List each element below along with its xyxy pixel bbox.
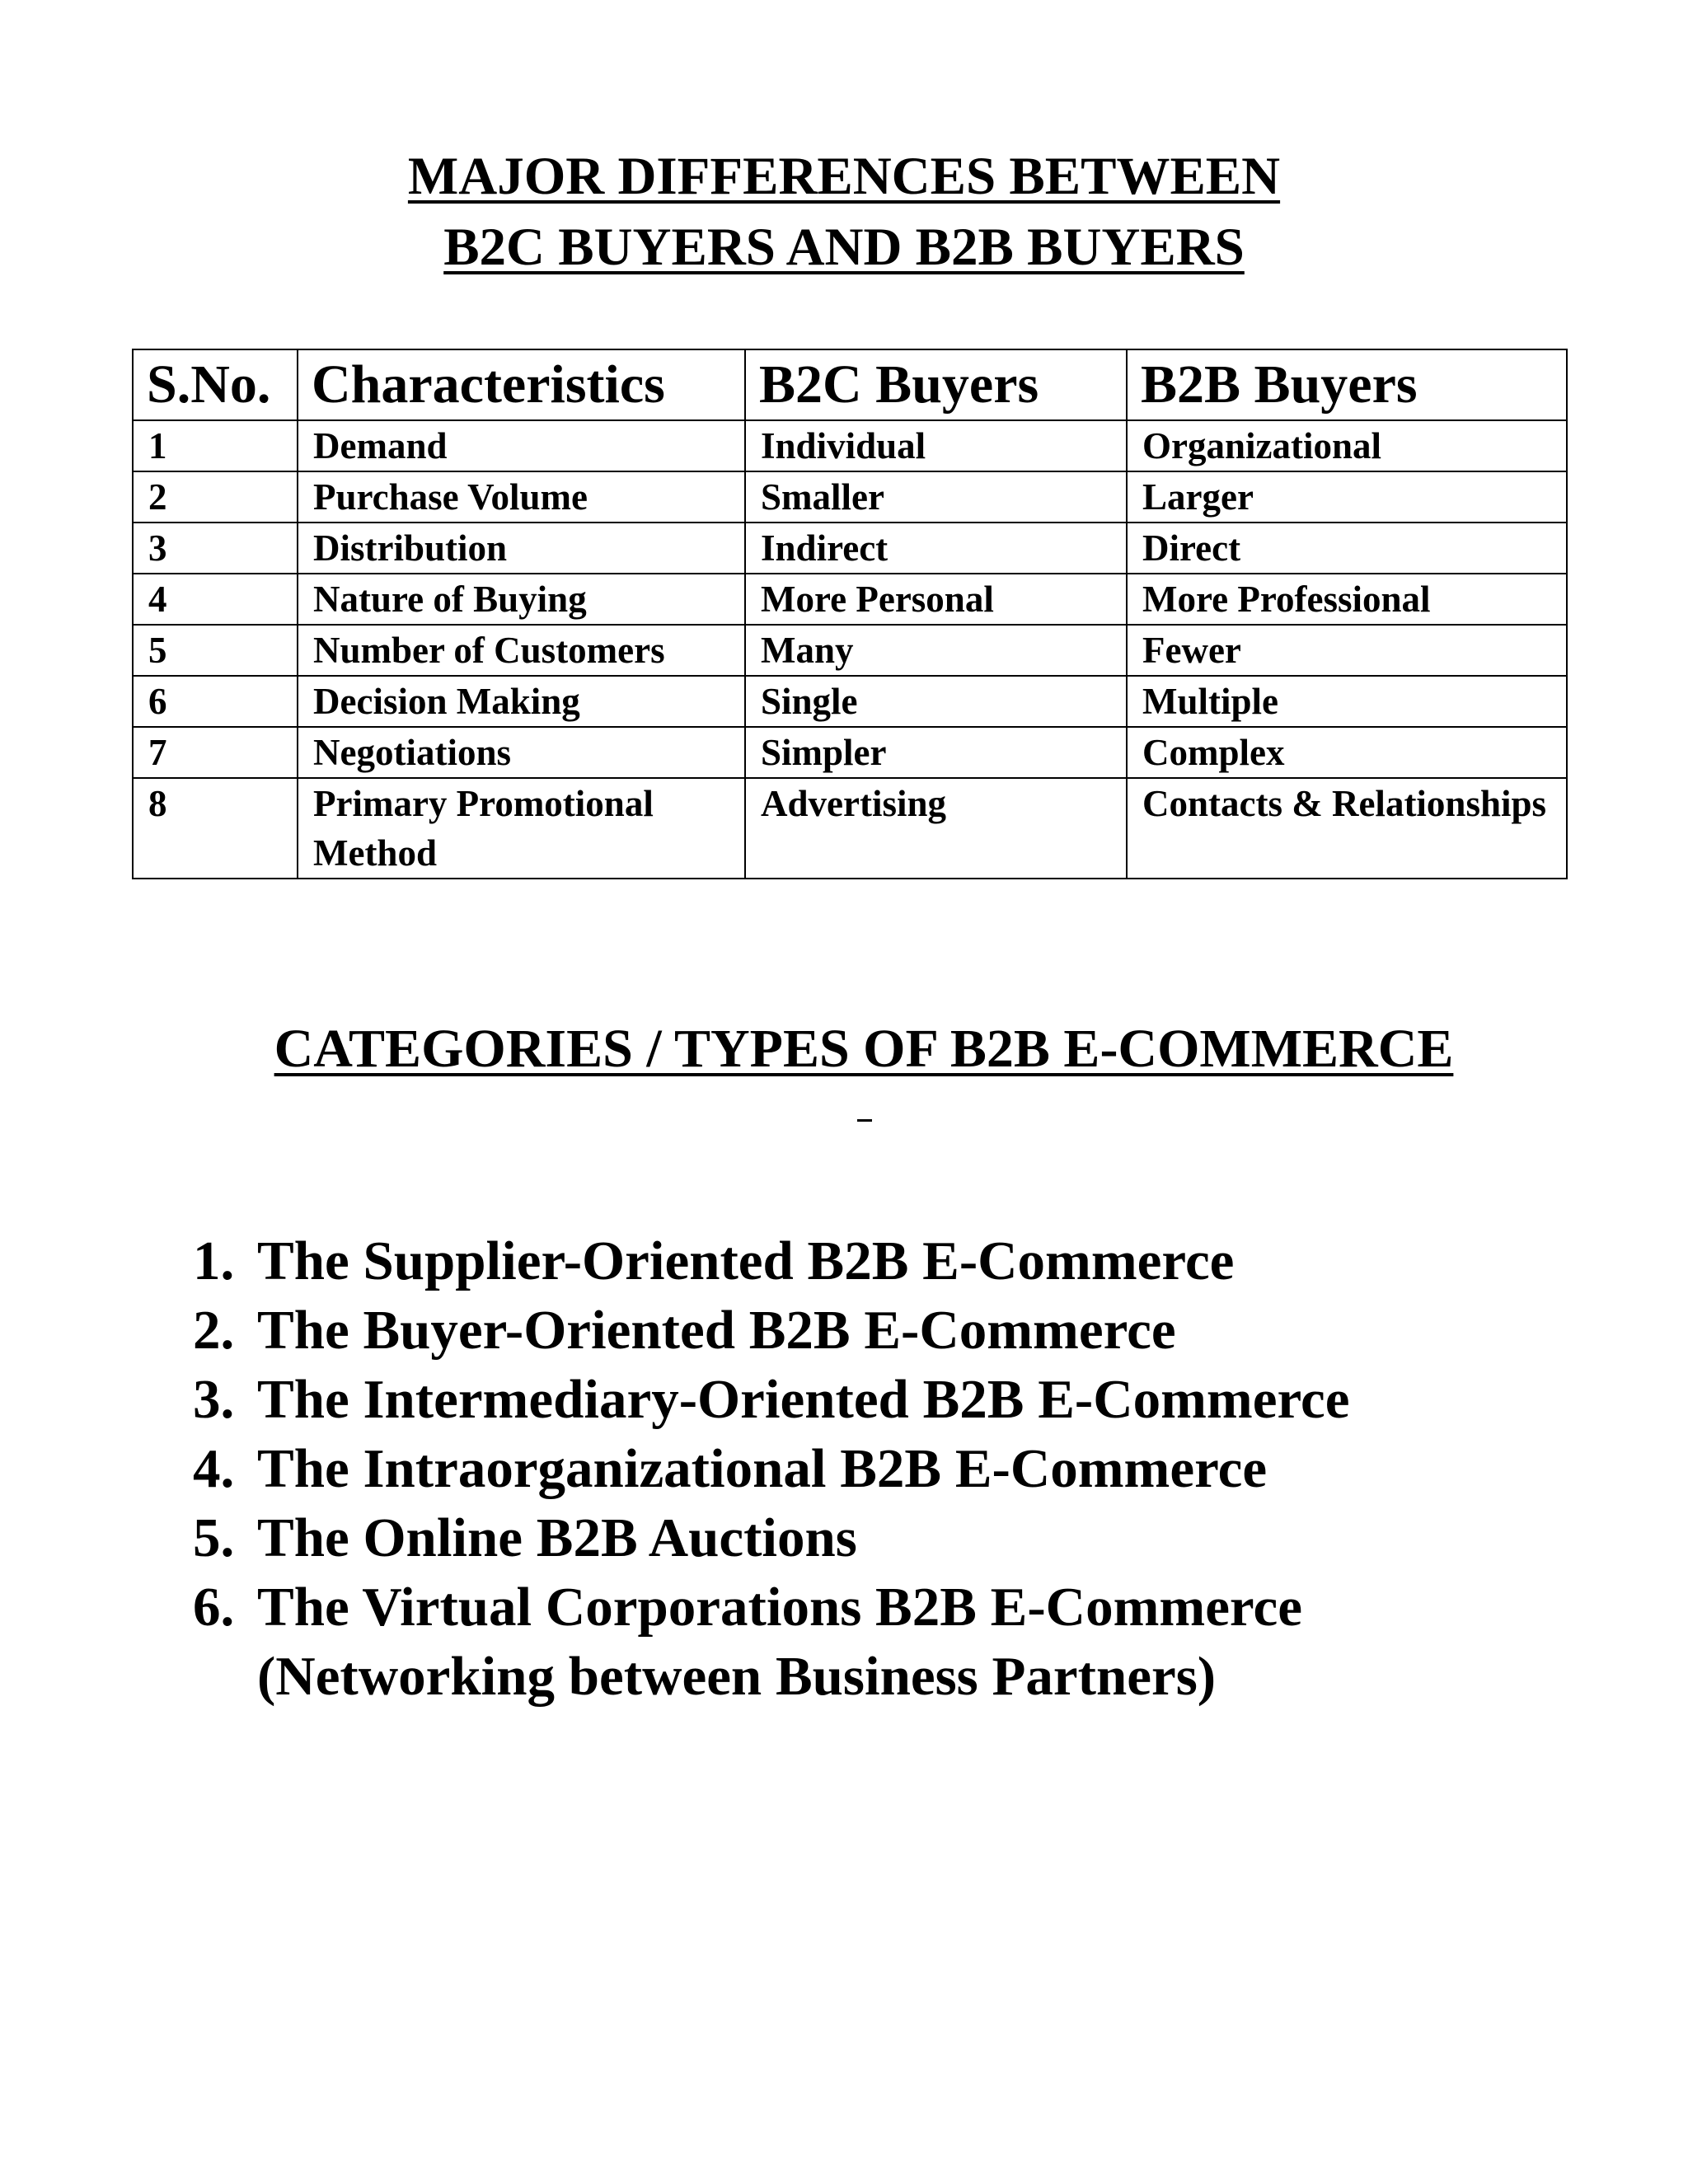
table-header-row [133, 349, 1567, 420]
list-item [193, 1365, 1349, 1434]
table-row [133, 676, 1567, 727]
list-item-number: 5. [193, 1507, 235, 1568]
list-item-number: 4. [193, 1438, 235, 1499]
cell-b2b: Organizational [1127, 420, 1567, 471]
cell-b2b: Fewer [1127, 625, 1567, 676]
cell-b2b: Larger [1127, 471, 1567, 523]
cell-sno: 3 [133, 523, 298, 574]
page-title-line-1 [0, 147, 1688, 206]
list-item-number: 1. [193, 1230, 235, 1291]
cell-characteristic: Primary Promotional Method [298, 778, 745, 879]
page-title-line-1-text: MAJOR DIFFERENCES BETWEEN [407, 147, 1281, 206]
list-item-number: 2. [193, 1300, 235, 1361]
cell-sno: 6 [133, 676, 298, 727]
cell-characteristic: Demand [298, 420, 745, 471]
page-title-line-2-text: B2C BUYERS AND B2B BUYERS [443, 218, 1245, 277]
cell-b2c: Individual [745, 420, 1127, 471]
header-sno: S.No. [133, 349, 298, 420]
list-item [193, 1434, 1349, 1503]
cell-characteristic: Distribution [298, 523, 745, 574]
cell-characteristic: Decision Making [298, 676, 745, 727]
list-item [193, 1503, 1349, 1572]
cell-b2b: Complex [1127, 727, 1567, 778]
cell-characteristic: Negotiations [298, 727, 745, 778]
cell-b2b: Multiple [1127, 676, 1567, 727]
list-item-text: The Virtual Corporations B2B E-Commerce [257, 1577, 1302, 1638]
list-item-text: The Intraorganizational B2B E-Commerce [257, 1438, 1268, 1499]
section-title-categories [0, 1019, 1688, 1079]
table-row [133, 471, 1567, 523]
cell-characteristic: Purchase Volume [298, 471, 745, 523]
cell-characteristic: Nature of Buying [298, 574, 745, 625]
cell-sno: 5 [133, 625, 298, 676]
cell-sno: 2 [133, 471, 298, 523]
cell-b2c: Simpler [745, 727, 1127, 778]
list-item [193, 1296, 1349, 1365]
list-item-text: The Online B2B Auctions [257, 1507, 857, 1568]
header-characteristics: Characteristics [298, 349, 745, 420]
decorative-dash [857, 1119, 872, 1122]
cell-b2b: More Professional [1127, 574, 1567, 625]
cell-b2b: Contacts & Relationships [1127, 778, 1567, 879]
list-item-number: 6. [193, 1577, 235, 1638]
categories-list [193, 1226, 1349, 1711]
cell-sno: 7 [133, 727, 298, 778]
table-row [133, 778, 1567, 879]
table-row [133, 625, 1567, 676]
list-item-text: The Intermediary-Oriented B2B E-Commerce [257, 1369, 1350, 1430]
table-row [133, 574, 1567, 625]
cell-sno: 1 [133, 420, 298, 471]
cell-b2c: Smaller [745, 471, 1127, 523]
list-item [193, 1226, 1349, 1296]
section-title-categories-text: CATEGORIES / TYPES OF B2B E-COMMERCE [274, 1019, 1454, 1079]
table-row [133, 727, 1567, 778]
differences-table [132, 349, 1568, 879]
list-item-number: 3. [193, 1369, 235, 1430]
cell-characteristic: Number of Customers [298, 625, 745, 676]
table-row [133, 523, 1567, 574]
cell-b2b: Direct [1127, 523, 1567, 574]
list-item-text: (Networking between Business Partners) [257, 1646, 1217, 1707]
cell-sno: 8 [133, 778, 298, 879]
list-item-number [193, 1642, 257, 1711]
cell-b2c: Many [745, 625, 1127, 676]
cell-b2c: Single [745, 676, 1127, 727]
page-title-line-2 [0, 218, 1688, 277]
header-b2b-buyers: B2B Buyers [1127, 349, 1567, 420]
header-b2c-buyers: B2C Buyers [745, 349, 1127, 420]
list-item-text: The Buyer-Oriented B2B E-Commerce [257, 1300, 1176, 1361]
list-item-continuation [193, 1642, 1349, 1711]
cell-b2c: Advertising [745, 778, 1127, 879]
cell-b2c: More Personal [745, 574, 1127, 625]
table-row [133, 420, 1567, 471]
list-item [193, 1572, 1349, 1642]
list-item-text: The Supplier-Oriented B2B E-Commerce [257, 1230, 1235, 1291]
cell-b2c: Indirect [745, 523, 1127, 574]
cell-sno: 4 [133, 574, 298, 625]
